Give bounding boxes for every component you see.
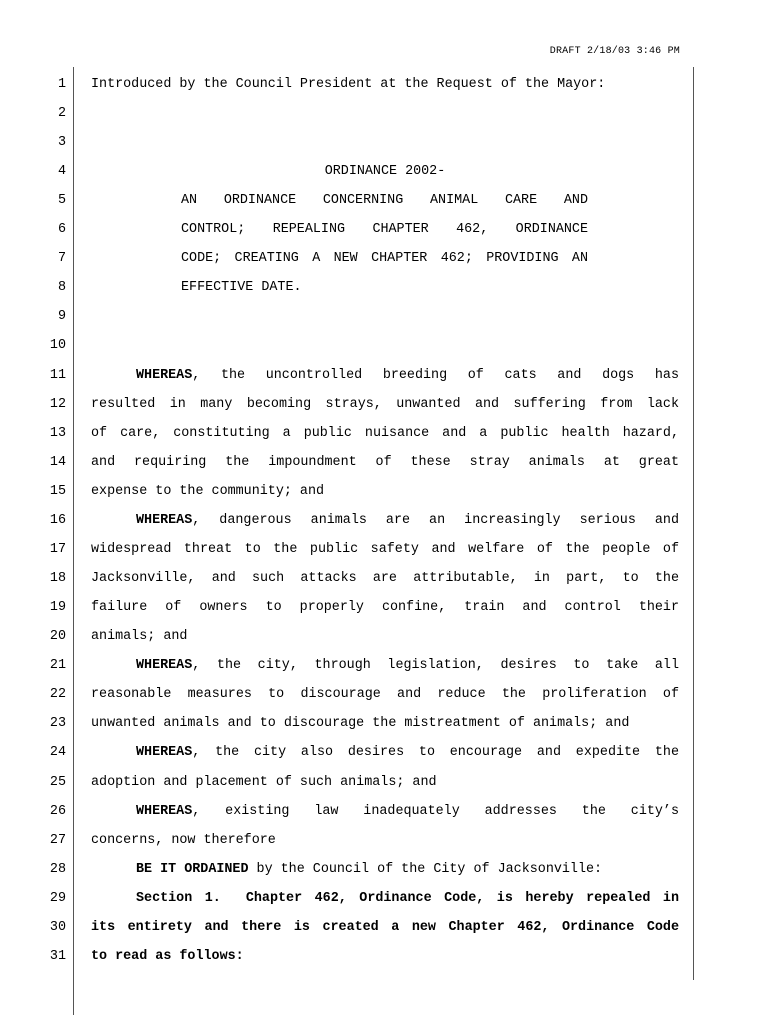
line-number: 16: [49, 513, 66, 528]
line-number: 18: [49, 571, 66, 586]
whereas-keyword: WHEREAS: [136, 513, 193, 528]
line-number: 11: [49, 368, 66, 383]
line-number: 12: [49, 397, 66, 412]
recital-line: and requiring the impoundment of these stray animals at great: [91, 455, 679, 470]
section-1-line: its entirety and there is created a new Chapter 462, Ordinance Code: [91, 920, 679, 935]
line-number: 9: [57, 309, 66, 324]
line-number: 8: [57, 280, 66, 295]
recital-line: adoption and placement of such animals; and: [91, 775, 437, 790]
section-1-line: Section 1. Chapter 462, Ordinance Code, is hereby repealed in: [136, 891, 679, 906]
line-number: 13: [49, 426, 66, 441]
recital-line: expense to the community; and: [91, 484, 325, 499]
line-number: 1: [57, 77, 66, 92]
recital-line: resulted in many becoming strays, unwanted and suffering from lack: [91, 397, 679, 412]
recital-line: of care, constituting a public nuisance and a public health hazard,: [91, 426, 679, 441]
recital-text: , the city, through legislation, desires to take all: [192, 658, 679, 673]
line-number: 2: [57, 106, 66, 121]
recital-line: failure of owners to properly confine, train and control their: [91, 600, 679, 615]
recital-line: [136, 513, 679, 529]
recital-line: reasonable measures to discourage and reduce the proliferation of: [91, 687, 679, 702]
recital-line: unwanted animals and to discourage the mistreatment of animals; and: [91, 716, 630, 731]
line-number: 7: [57, 251, 66, 266]
line-number: 20: [49, 629, 66, 644]
recital-line: [136, 658, 679, 674]
section-1-line: to read as follows:: [91, 949, 244, 964]
recital-line: widespread threat to the public safety and welfare of the people of: [91, 542, 679, 557]
line-number: 15: [49, 484, 66, 499]
introduction-line: Introduced by the Council President at the Request of the Mayor:: [91, 77, 606, 92]
recital-text: , the uncontrolled breeding of cats and dogs has: [192, 368, 679, 383]
ordinance-title-line: AN ORDINANCE CONCERNING ANIMAL CARE AND: [181, 193, 588, 208]
recital-line: concerns, now therefore: [91, 833, 276, 848]
whereas-keyword: WHEREAS: [136, 745, 193, 760]
recital-line: [136, 745, 679, 761]
line-number: 14: [49, 455, 66, 470]
recital-line: Jacksonville, and such attacks are attributable, in part, to the: [91, 571, 679, 586]
ordinance-title-line: CONTROL; REPEALING CHAPTER 462, ORDINANCE: [181, 222, 588, 237]
line-number: 21: [49, 658, 66, 673]
line-number: 24: [49, 745, 66, 760]
line-number: 31: [49, 949, 66, 964]
recital-line: animals; and: [91, 629, 188, 644]
line-number: 22: [49, 687, 66, 702]
line-number: 19: [49, 600, 66, 615]
line-number: 5: [57, 193, 66, 208]
whereas-keyword: WHEREAS: [136, 368, 193, 383]
line-number: 27: [49, 833, 66, 848]
draft-stamp: DRAFT 2/18/03 3:46 PM: [549, 46, 680, 57]
recital-text: , the city also desires to encourage and expedite the: [192, 745, 679, 760]
line-number: 6: [57, 222, 66, 237]
enacting-clause: [136, 862, 679, 878]
line-number: 10: [49, 338, 66, 353]
ordained-keyword: BE IT ORDAINED: [136, 862, 249, 877]
right-margin-rule: [693, 67, 694, 980]
line-number: 29: [49, 891, 66, 906]
line-number: 25: [49, 775, 66, 790]
line-number: 26: [49, 804, 66, 819]
line-number: 17: [49, 542, 66, 557]
ordinance-title-line: CODE; CREATING A NEW CHAPTER 462; PROVIDING AN: [181, 251, 588, 266]
line-number: 28: [49, 862, 66, 877]
ordinance-number: ORDINANCE 2002-: [324, 164, 446, 179]
recital-text: , dangerous animals are an increasingly serious and: [192, 513, 679, 528]
ordinance-title-line: EFFECTIVE DATE.: [181, 280, 302, 295]
recital-text: , existing law inadequately addresses the city’s: [192, 804, 679, 819]
recital-line: [136, 368, 679, 384]
whereas-keyword: WHEREAS: [136, 658, 193, 673]
whereas-keyword: WHEREAS: [136, 804, 193, 819]
line-number: 4: [57, 164, 66, 179]
line-number: 23: [49, 716, 66, 731]
line-number: 3: [57, 135, 66, 150]
left-margin-rule: [73, 67, 74, 1015]
recital-line: [136, 804, 679, 820]
line-number: 30: [49, 920, 66, 935]
enacting-clause-text: by the Council of the City of Jacksonville:: [248, 862, 603, 877]
